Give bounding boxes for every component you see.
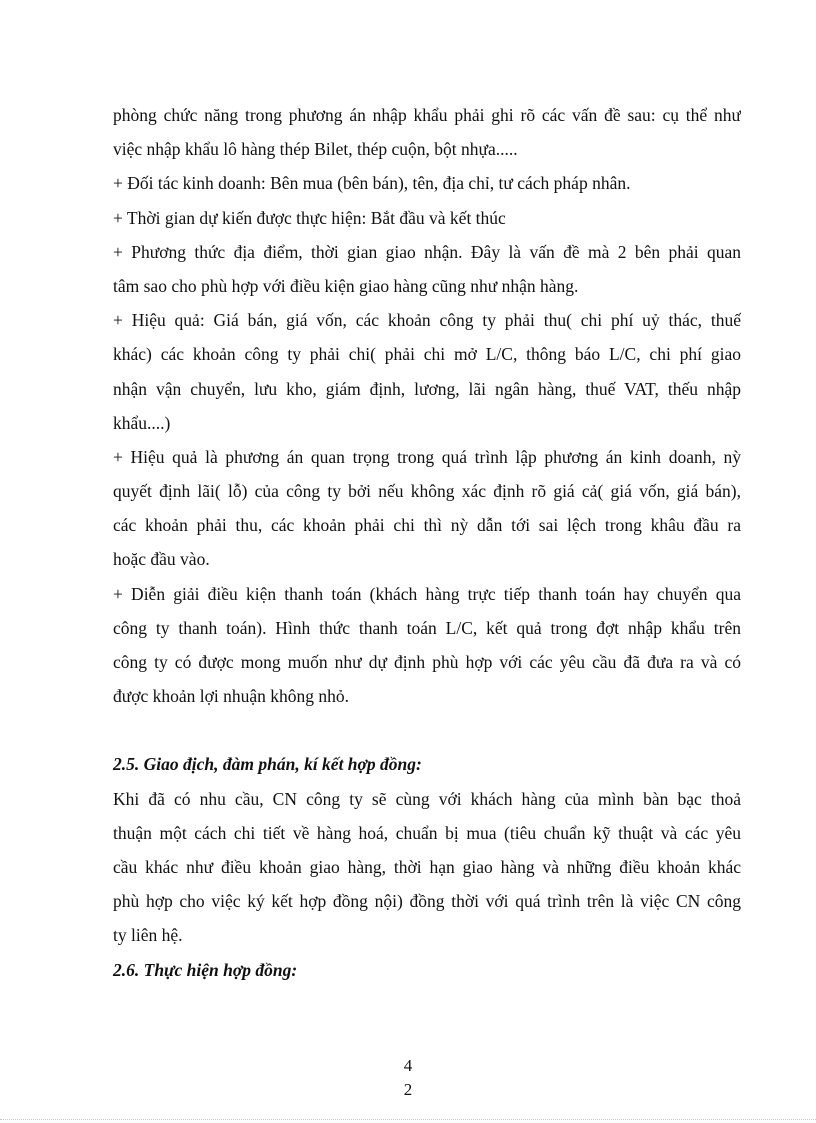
section-heading-2-5: 2.5. Giao địch, đàm phán, kí kết hợp đồng: <box>113 754 422 775</box>
paragraph-line: được khoản lợi nhuận không nhỏ. <box>113 686 350 707</box>
paragraph-line: nhận vận chuyển, lưu kho, giám định, lương, lãi ngân hàng, thuế VAT, thếu nhập <box>113 378 741 399</box>
section-heading-2-6: 2.6. Thực hiện hợp đồng: <box>113 959 298 980</box>
paragraph-line: + Đối tác kinh doanh: Bên mua (bên bán), tên, địa chỉ, tư cách pháp nhân. <box>113 173 631 194</box>
paragraph-line: tâm sao cho phù hợp với điều kiện giao hàng cũng như nhận hàng. <box>113 275 579 296</box>
document-page <box>113 98 741 987</box>
paragraph-line: thuận một cách chi tiết về hàng hoá, chuẩn bị mua (tiêu chuẩn kỹ thuật và các yêu <box>113 822 741 843</box>
paragraph-line: quyết định lãi( lỗ) của công ty bởi nếu không xác định rõ giá cả( giá vốn, giá bán), <box>113 481 741 502</box>
paragraph-line: + Phương thức địa điểm, thời gian giao nhận. Đây là vấn đề mà 2 bên phải quan <box>113 241 741 262</box>
page-number-bottom: 2 <box>403 1080 413 1099</box>
paragraph-line: các khoản phải thu, các khoản phải chi thì nỳ dẫn tới sai lệch trong khâu đầu ra <box>113 515 741 536</box>
paragraph-line: phù hợp cho việc ký kết hợp đồng nội) đồng thời với quá trình trên là việc CN công <box>113 891 741 912</box>
paragraph-line: hoặc đầu vào. <box>113 549 210 570</box>
page-bottom-divider <box>0 1119 816 1120</box>
paragraph-line: + Thời gian dự kiến được thực hiện: Bắt đầu và kết thúc <box>113 207 506 228</box>
paragraph-line: ty liên hệ. <box>113 925 183 946</box>
paragraph-line: công ty có được mong muốn như dự định phù hợp với các yêu cầu đã đưa ra và có <box>113 652 741 672</box>
paragraph-line: phòng chức năng trong phương án nhập khẩu phải ghi rõ các vấn đề sau: cụ thể như <box>113 105 741 125</box>
paragraph-line: khác) các khoản công ty phải chi( phải chi mở L/C, thông báo L/C, chi phí giao <box>113 344 741 365</box>
paragraph-line: + Hiệu quả là phương án quan trọng trong quá trình lập phương án kinh doanh, nỳ <box>113 446 741 467</box>
paragraph-line: khẩu....) <box>113 412 171 433</box>
paragraph-line: + Diễn giải điều kiện thanh toán (khách hàng trực tiếp thanh toán hay chuyển qua <box>113 583 741 604</box>
paragraph-line: việc nhập khẩu lô hàng thép Bilet, thép cuộn, bột nhựa..... <box>113 139 518 160</box>
section-spacer <box>113 713 741 747</box>
paragraph-line: + Hiệu quả: Giá bán, giá vốn, các khoản công ty phải thu( chi phí uỷ thác, thuế <box>113 310 741 331</box>
page-number-top: 4 <box>403 1056 413 1075</box>
paragraph-line: công ty thanh toán). Hình thức thanh toán L/C, kết quả trong đợt nhập khẩu trên <box>113 617 741 638</box>
paragraph-line: Khi đã có nhu cầu, CN công ty sẽ cùng với khách hàng của mình bàn bạc thoả <box>113 788 741 809</box>
paragraph-line: cầu khác như điều khoản giao hàng, thời hạn giao hàng và những điều khoản khác <box>113 856 741 877</box>
